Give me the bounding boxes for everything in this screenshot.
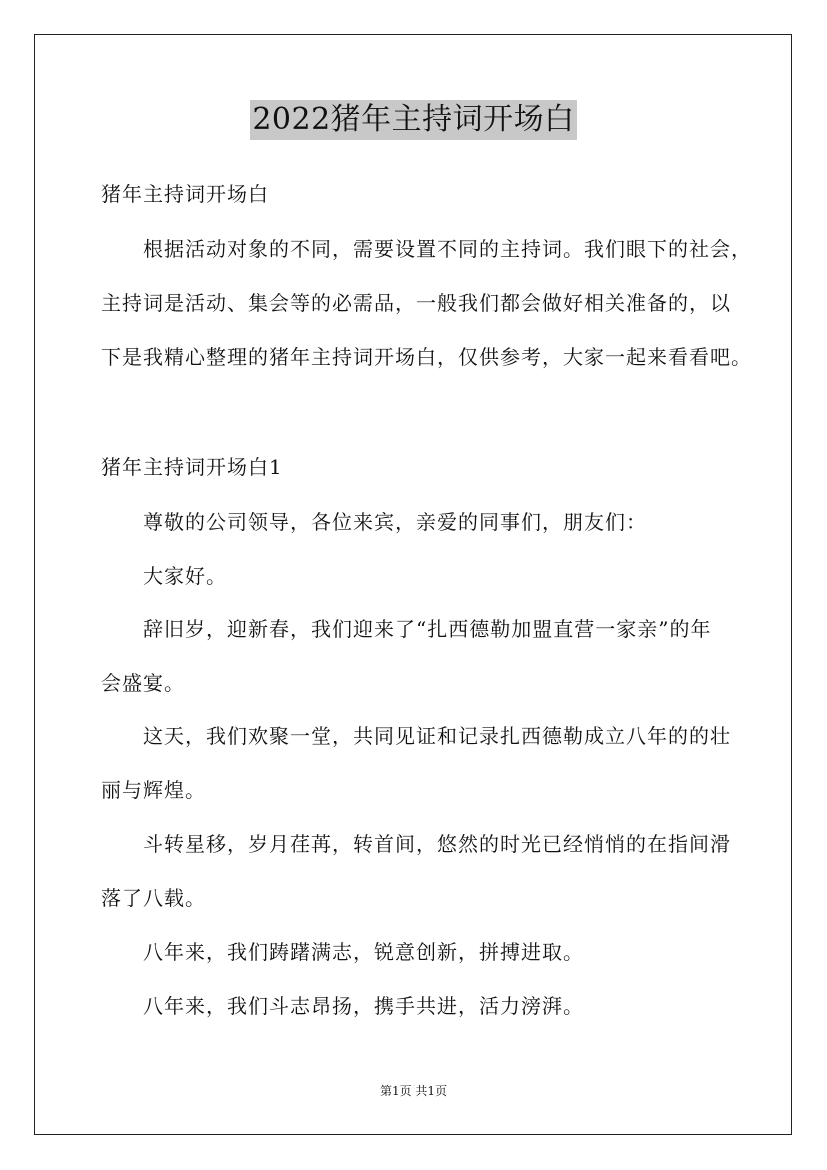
section-heading: 猪年主持词开场白1 xyxy=(101,455,283,479)
paragraph-line: 会盛宴。 xyxy=(101,671,185,695)
paragraph-line: 落了八载。 xyxy=(101,886,206,910)
paragraph-line: 辞旧岁，迎新春，我们迎来了“扎西德勒加盟直营一家亲”的年 xyxy=(143,617,712,641)
paragraph-line: 尊敬的公司领导，各位来宾，亲爱的同事们，朋友们： xyxy=(143,510,647,534)
page-footer: 第1页 共1页 xyxy=(379,1084,448,1098)
document-title: 2022猪年主持词开场白 xyxy=(250,100,576,140)
paragraph-line: 丽与辉煌。 xyxy=(101,778,206,802)
paragraph-line: 根据活动对象的不同，需要设置不同的主持词。我们眼下的社会， xyxy=(143,237,752,261)
paragraph-line: 主持词是活动、集会等的必需品，一般我们都会做好相关准备的，以 xyxy=(101,291,731,315)
paragraph-line: 下是我精心整理的猪年主持词开场白，仅供参考，大家一起来看看吧。 xyxy=(101,345,752,369)
paragraph-line: 斗转星移，岁月荏苒，转首间，悠然的时光已经悄悄的在指间滑 xyxy=(143,832,731,856)
paragraph-line: 这天，我们欢聚一堂，共同见证和记录扎西德勒成立八年的的壮 xyxy=(143,724,731,748)
title-container xyxy=(0,100,827,140)
section-heading: 猪年主持词开场白 xyxy=(101,182,269,206)
paragraph-line: 大家好。 xyxy=(143,564,227,588)
paragraph-line: 八年来，我们斗志昂扬，携手共进，活力滂湃。 xyxy=(143,994,584,1018)
paragraph-line: 八年来，我们踌躇满志，锐意创新，拼搏进取。 xyxy=(143,940,584,964)
